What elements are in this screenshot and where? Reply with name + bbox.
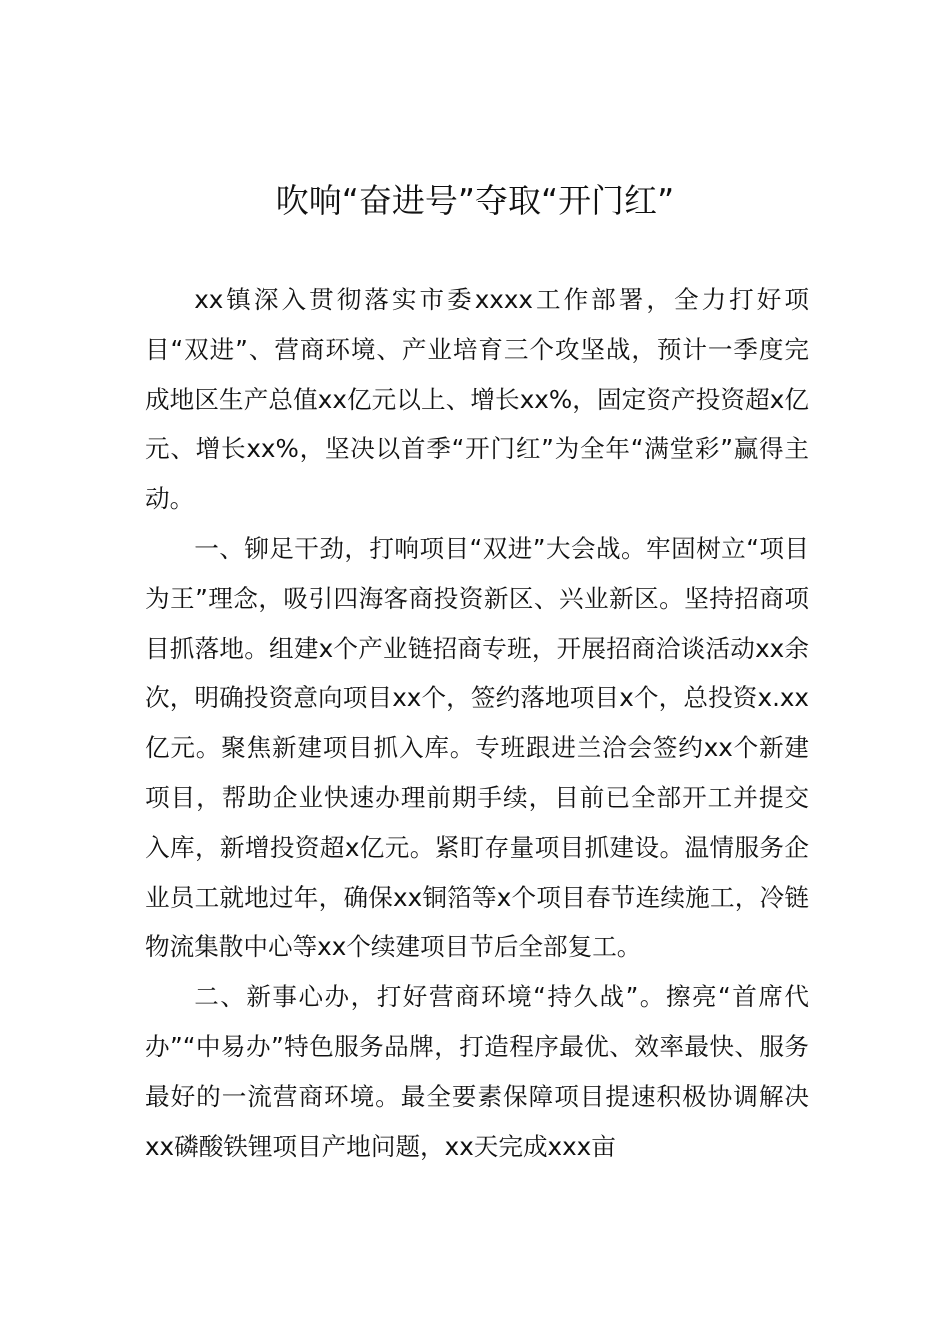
document-title: 吹响“奋进号”夺取“开门红” — [275, 181, 675, 220]
document-body — [145, 275, 809, 1171]
paragraph-section-one: 一、铆足干劲，打响项目“双进”大会战。牢固树立“项目为王”理念，吸引四海客商投资新区、兴业新区。坚持招商项目抓落地。组建x个产业链招商专班，开展招商洽谈活动xx余次，明确投资意向项目xx个，签约落地项目x个，总投资x.xx亿元。聚焦新建项目抓入库。专班跟进兰洽会签约xx个新建项目，帮助企业快速办理前期手续，目前已全部开工并提交入库，新增投资超x亿元。紧盯存量项目抓建设。温情服务企业员工就地过年，确保xx铜箔等x个项目春节连续施工，冷链物流集散中心等xx个续建项目节后全部复工。 — [145, 533, 809, 962]
paragraph-intro: xx镇深入贯彻落实市委xxxx工作部署，全力打好项目“双进”、营商环境、产业培育三个攻坚战，预计一季度完成地区生产总值xx亿元以上、增长xx%，固定资产投资超x亿元、增长xx%，坚决以首季“开门红”为全年“满堂彩”赢得主动。 — [145, 285, 809, 514]
paragraph-section-two: 二、新事心办，打好营商环境“持久战”。擦亮“首席代办”“中易办”特色服务品牌，打造程序最优、效率最快、服务最好的一流营商环境。最全要素保障项目提速积极协调解决xx磷酸铁锂项目产地问题，xx天完成xxx亩 — [145, 982, 809, 1161]
